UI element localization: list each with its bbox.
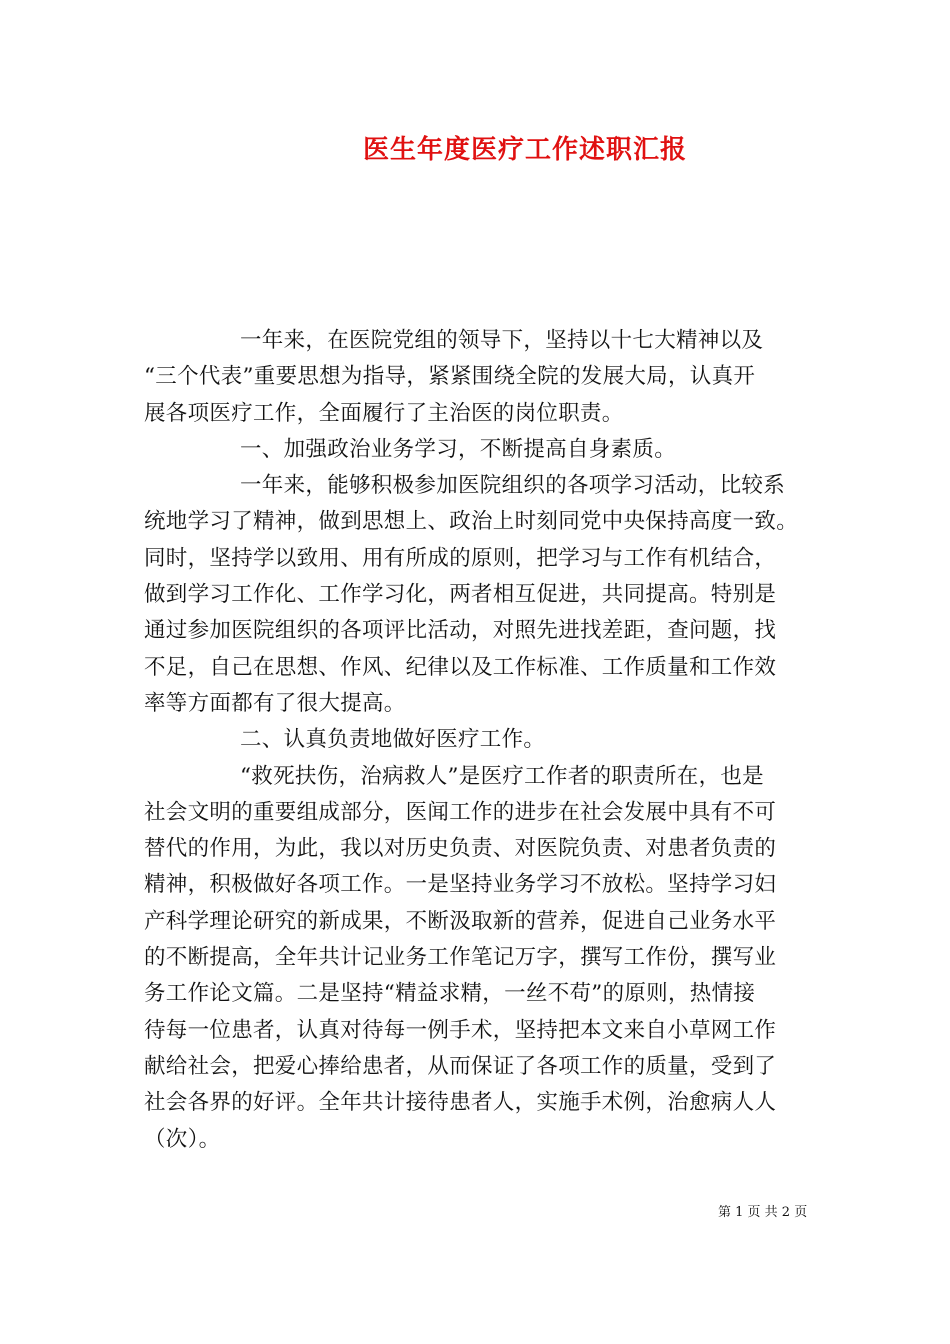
paragraph-line: 率等方面都有了很大提高。 <box>144 690 406 716</box>
paragraph-line: 务工作论文篇。二是坚持“精益求精，一丝不苟”的原则，热情接 <box>144 981 756 1007</box>
paragraph-line: 二、认真负责地做好医疗工作。 <box>240 727 546 753</box>
paragraph-line: 产科学理论研究的新成果，不断汲取新的营养，促进自己业务水平 <box>144 908 777 934</box>
paragraph-line: 精神，积极做好各项工作。一是坚持业务学习不放松。坚持学习妇 <box>144 872 777 898</box>
paragraph-line: 同时，坚持学以致用、用有所成的原则，把学习与工作有机结合， <box>144 545 777 571</box>
paragraph-line: 通过参加医院组织的各项评比活动，对照先进找差距，查问题，找 <box>144 618 777 644</box>
paragraph-line: 社会各界的好评。全年共计接待患者人，实施手术例，治愈病人人 <box>144 1090 777 1116</box>
paragraph-line: 的不断提高，全年共计记业务工作笔记万字，撰写工作份，撰写业 <box>144 945 777 971</box>
paragraph-line: 统地学习了精神，做到思想上、政治上时刻同党中央保持高度一致。 <box>144 509 799 535</box>
page-footer: 第 1 页 共 2 页 <box>718 1205 808 1220</box>
document-title: 医生年度医疗工作述职汇报 <box>362 135 687 165</box>
paragraph-line: （次）。 <box>144 1126 221 1152</box>
paragraph-line: 一年来，能够积极参加医院组织的各项学习活动，比较系 <box>240 473 786 499</box>
paragraph-line: 一年来，在医院党组的领导下，坚持以十七大精神以及 <box>240 328 764 353</box>
paragraph-line: “三个代表”重要思想为指导，紧紧围绕全院的发展大局，认真开 <box>144 364 756 390</box>
paragraph-line: 一、加强政治业务学习，不断提高自身素质。 <box>240 436 677 462</box>
paragraph-line: 不足，自己在思想、作风、纪律以及工作标准、工作质量和工作效 <box>144 654 777 680</box>
paragraph-line: 做到学习工作化、工作学习化，两者相互促进，共同提高。特别是 <box>144 582 777 608</box>
paragraph-line: 展各项医疗工作，全面履行了主治医的岗位职责。 <box>144 400 624 426</box>
paragraph-line: 献给社会，把爱心捧给患者，从而保证了各项工作的质量，受到了 <box>144 1053 777 1079</box>
paragraph-line: 替代的作用，为此，我以对历史负责、对医院负责、对患者负责的 <box>144 836 777 862</box>
paragraph-line: “救死扶伤，治病救人”是医疗工作者的职责所在，也是 <box>240 763 764 789</box>
paragraph-line: 待每一位患者，认真对待每一例手术，坚持把本文来自小草网工作 <box>144 1017 777 1043</box>
document-body <box>144 323 812 1158</box>
paragraph-line: 社会文明的重要组成部分，医闻工作的进步在社会发展中具有不可 <box>144 799 777 825</box>
